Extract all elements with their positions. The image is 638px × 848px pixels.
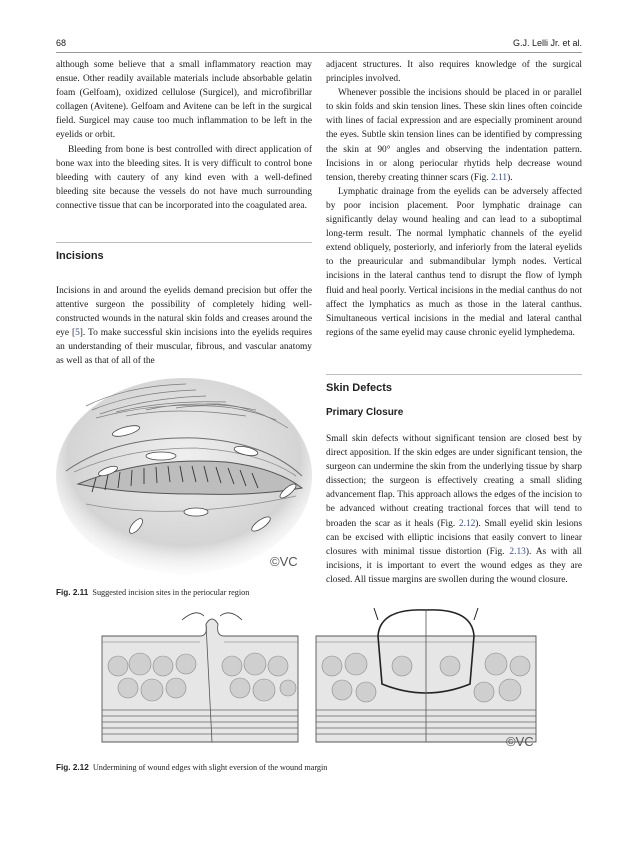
artist-signature: ©VC xyxy=(270,554,298,569)
figure-caption-2-12: Fig. 2.12 Undermining of wound edges with slight eversion of the wound margin xyxy=(56,763,328,772)
paragraph: adjacent structures. It also requires knowledge of the surgical principles involved. xyxy=(326,60,582,85)
paragraph: Bleeding from bone is best controlled with direct application of bone wax into the bleeding sites. It is very difficult to control bone bleeding with cautery of any kind even with a well-defined bleeding site because the vessels do not have much surrounding connective tissue that can be incorporated into the coagulated area. xyxy=(56,144,312,211)
figure-2-12-illustration xyxy=(100,606,540,752)
paragraph: Incisions in and around the eyelids demand precision but offer the attentive surgeon the possibility of completely hiding well-constructed wounds in the natural skin folds and creases around the eye [5]. To make successful skin incisions into the eyelids requires an understanding of their muscular, fibrous, and vascular anatomy as well as that of all of the xyxy=(56,286,312,367)
left-column-incisions xyxy=(56,284,312,369)
paragraph: although some believe that a small inflammatory reaction may ensue. Other readily available materials include absorbable gelatin foam (Gelfoam), oxidized cellulose (Surgicel), and microfibrillar collagen (Avitene). Gelfoam and Avitene can be left in the surgical field. Surgicel may cause too much inflammation to be left in the eyelids or orbit. xyxy=(56,60,312,141)
figure-caption-2-11: Fig. 2.11 Suggested incision sites in the periocular region xyxy=(56,588,250,597)
right-column-skin-defects xyxy=(326,432,582,587)
figure-link[interactable]: 2.11 xyxy=(491,172,508,183)
left-column-top xyxy=(56,58,312,213)
section-rule xyxy=(56,242,312,243)
citation-link[interactable]: 5 xyxy=(75,328,80,339)
paragraph: Whenever possible the incisions should be placed in or parallel to skin folds and skin tension lines. These skin lines often coincide with lines of facial expression and are especially prominent around the eyes. Subtle skin tension lines can be identified by compressing the skin at 90° angles and observing the indentation pattern. Incisions in or along periocular rhytids help decrease wound tension, thereby creating thinner scars (Fig. 2.11). xyxy=(326,88,582,183)
subheading-primary-closure: Primary Closure xyxy=(326,407,404,418)
section-heading-incisions: Incisions xyxy=(56,250,104,262)
paragraph: Lymphatic drainage from the eyelids can be adversely affected by poor incision placement. Poor lymphatic drainage can significantly delay wound healing and can lead to a suboptimal long-term result. The normal lymphatic channels of the eyelid extend obliquely, posteriorly, and inferiorly from the lateral eyelids to the preauricular and submandibular lymph nodes. Vertical incisions in the lateral canthus tend to disrupt the flow of lymph fluid and heal poorly. Vertical incisions in the medial canthus do not affect the lymphatics as much as those in the lateral canthus. Simultaneous vertical incisions in the medial and lateral canthal regions of the same eyelid may cause chronic eyelid lymphedema. xyxy=(326,186,582,338)
page-number: 68 xyxy=(56,38,67,48)
right-column-top xyxy=(326,58,582,340)
artist-signature: ©VC xyxy=(506,734,534,749)
section-heading-skin-defects: Skin Defects xyxy=(326,382,393,394)
paragraph: Small skin defects without significant tension are closed best by direct apposition. If the skin edges are under significant tension, the surgeon can undermine the skin from the underlying tissue by sharp dissection; the surgeon is effectively creating a small sliding advancement flap. This approach allows the edges of the incision to be advanced without creating tractional forces that will tend to broaden the scar as it heals (Fig. 2.12). Small eyelid skin lesions can be excised with elliptic incisions that easily convert to linear closures with minimal tissue distortion (Fig. 2.13). As with all incisions, it is important to evert the wound edges as they are closed. All tissue margins are swollen during the wound closure. xyxy=(326,434,583,585)
panel-undermined-wound xyxy=(102,613,298,742)
figure-link[interactable]: 2.13 xyxy=(509,546,526,557)
panel-everted-closure xyxy=(316,608,536,742)
running-head: G.J. Lelli Jr. et al. xyxy=(512,38,582,48)
section-rule xyxy=(326,374,582,375)
header-rule xyxy=(56,52,582,53)
figure-link[interactable]: 2.12 xyxy=(458,518,476,529)
